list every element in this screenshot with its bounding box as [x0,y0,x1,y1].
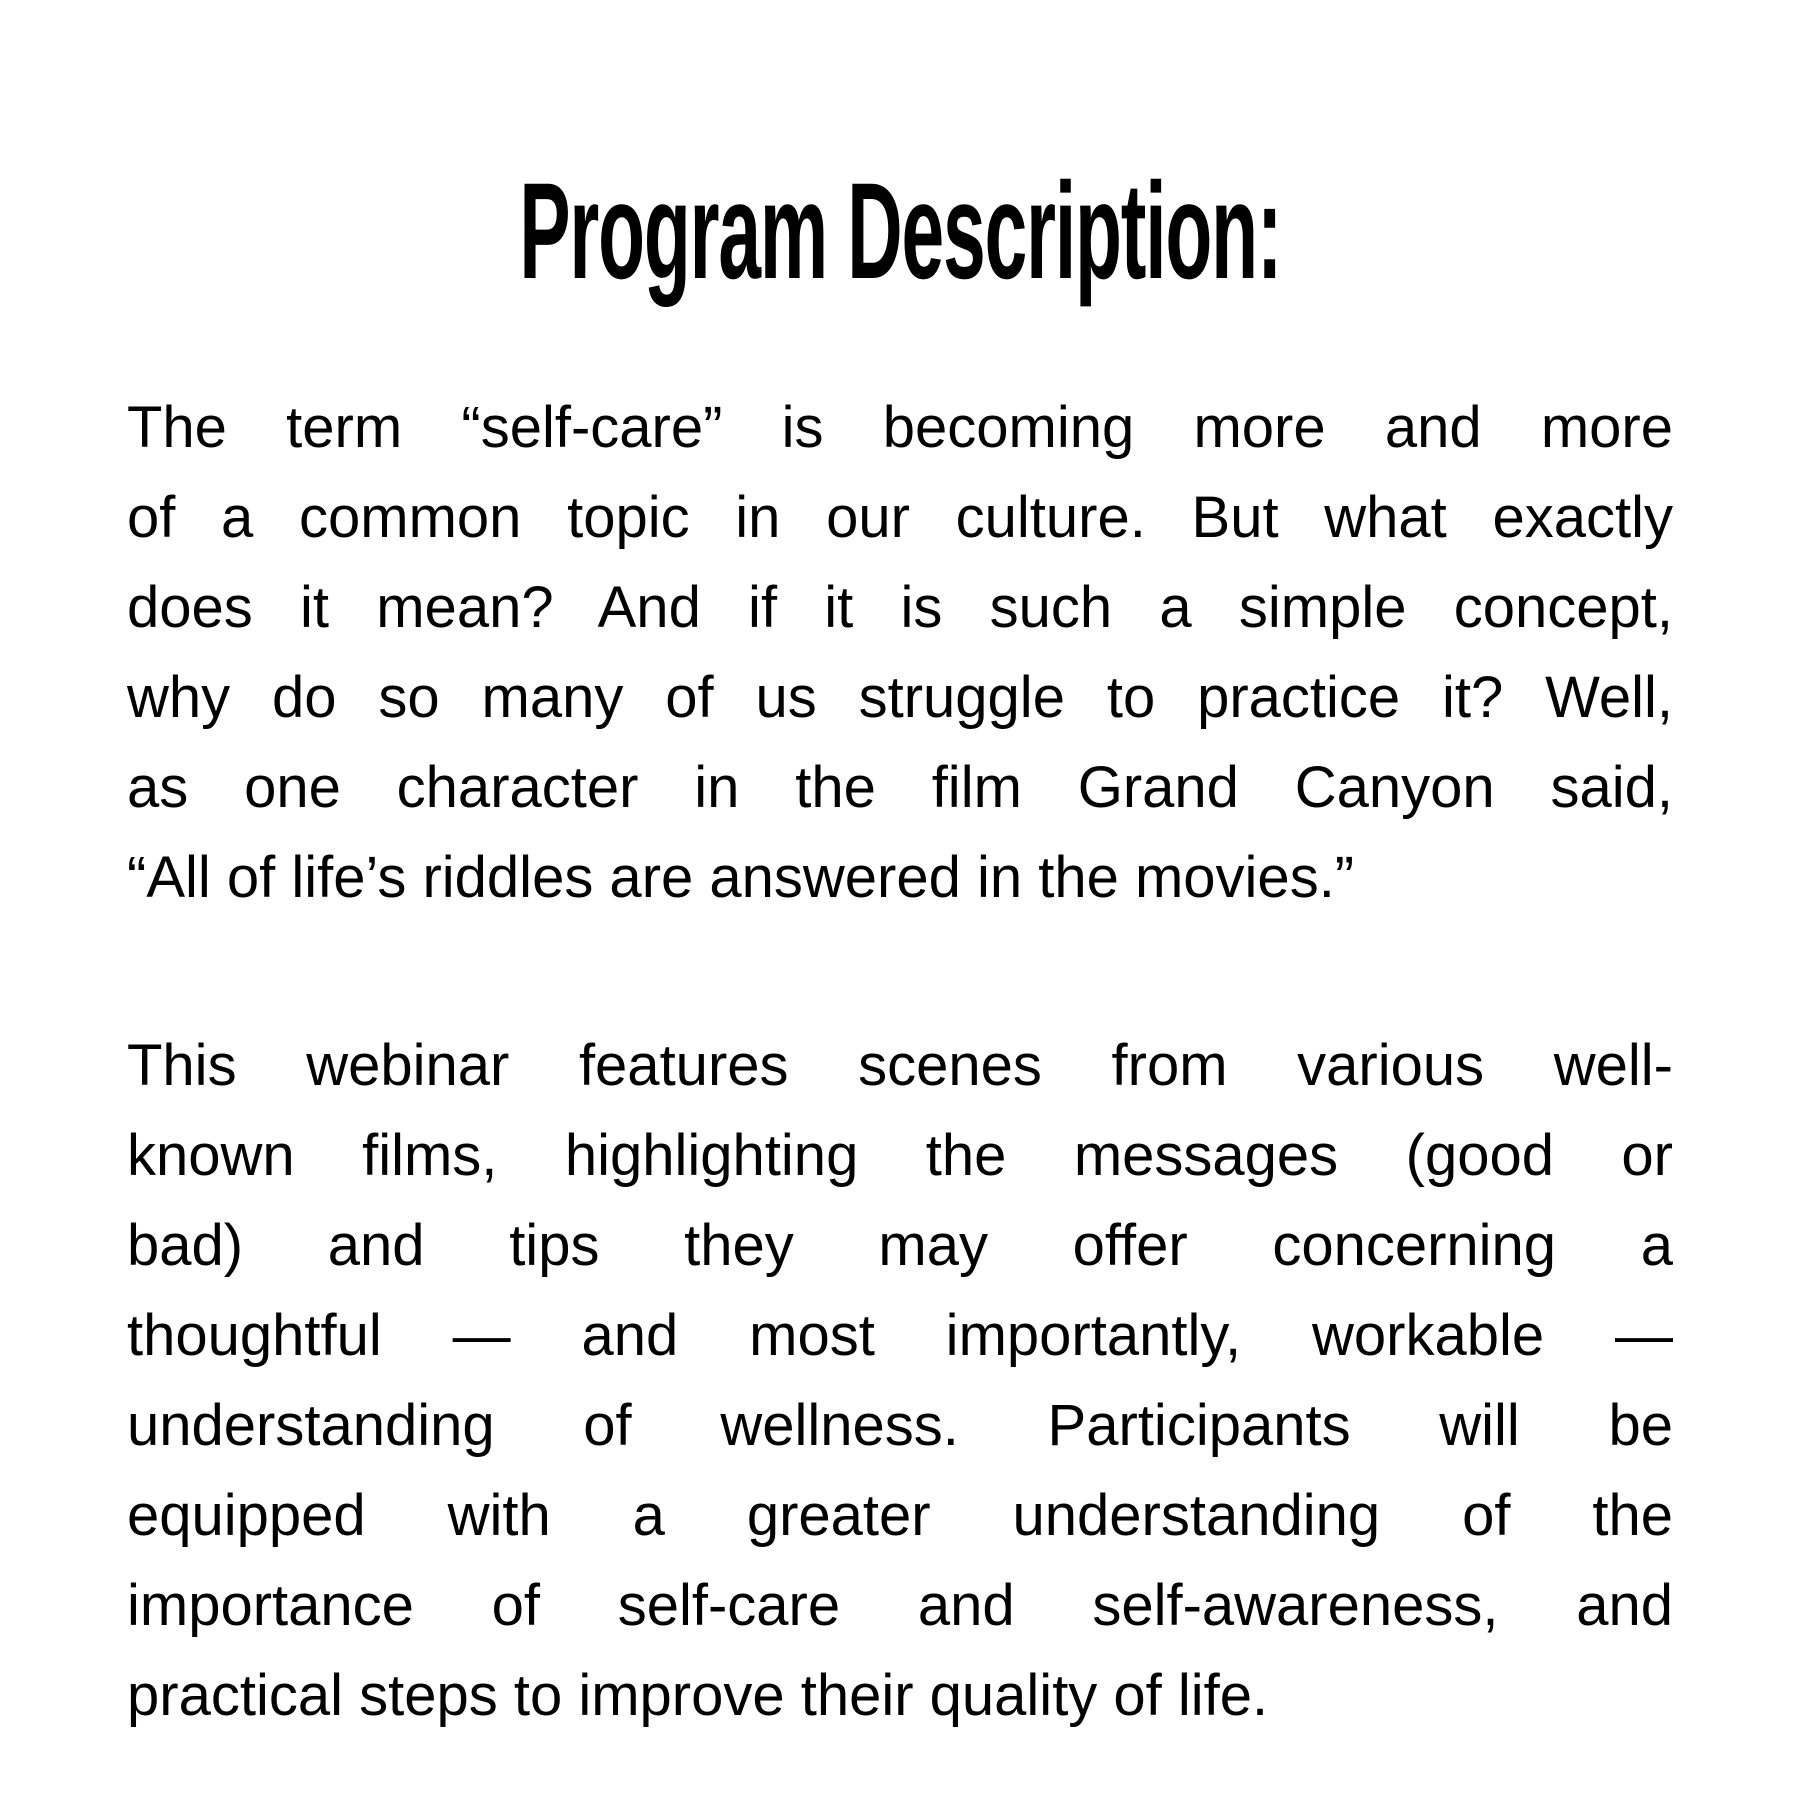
text-line: importance of self-care and self-awareness, and [127,1573,1673,1638]
text-line: practical steps to improve their quality of life. [127,1663,1269,1728]
text-line: of a common topic in our culture. But what exactly [127,485,1673,550]
text-line: bad) and tips they may offer concerning a [127,1213,1673,1278]
text-line: equipped with a greater understanding of the [127,1483,1673,1548]
text-line: This webinar features scenes from various well- [127,1033,1673,1098]
text-line: understanding of wellness. Participants will be [127,1393,1673,1458]
text-line: as one character in the film Grand Canyon said, [127,755,1673,820]
paragraph-webinar [127,1021,1673,1741]
text-line: why do so many of us struggle to practice it? Well, [127,665,1673,730]
title-container [0,0,1800,308]
paragraph-intro [127,383,1673,923]
text-line: thoughtful — and most importantly, workable — [127,1303,1673,1368]
document-body [127,383,1673,1741]
text-line: “All of life’s riddles are answered in the movies.” [127,845,1355,910]
page-title: Program Description: [518,155,1282,308]
text-line: The term “self-care” is becoming more and more [127,395,1673,460]
text-line: does it mean? And if it is such a simple concept, [127,575,1673,640]
text-line: known films, highlighting the messages (good or [127,1123,1673,1188]
